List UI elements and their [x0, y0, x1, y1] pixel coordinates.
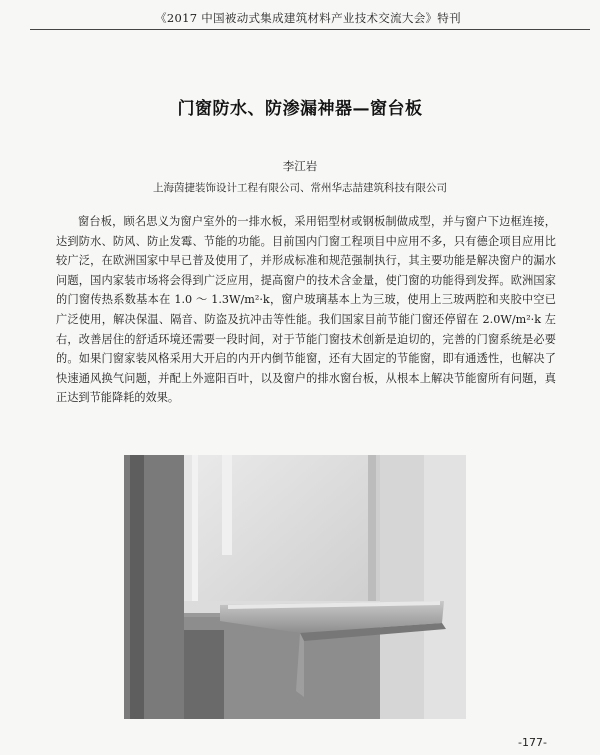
page-number: -177-	[518, 736, 547, 749]
author-name: 李江岩	[282, 159, 318, 173]
header-divider	[30, 29, 590, 30]
running-header: 《2017 中国被动式集成建筑材料产业技术交流大会》特刊	[155, 11, 461, 25]
author-affiliation: 上海茵捷装饰设计工程有限公司、常州华志喆建筑科技有限公司	[153, 182, 447, 194]
window-sill-photo	[124, 455, 466, 719]
article-title: 门窗防水、防渗漏神器—窗台板	[177, 99, 423, 119]
body-paragraph: 窗台板，顾名思义为窗户室外的一排水板，采用铝型材或钢板制做成型，并与窗户下边框连接，达到防水、防风、防止发霉、节能的功能。目前国内门窗工程项目中应用不多，只有德企项目应用比较广泛，在欧洲国家中早已普及使用了，并形成标准和规范强制执行，其主要功能是解决窗户的漏水问题，国内家装市场将会得到广泛应用，提高窗户的技术含金量，使门窗的功能得到发挥。欧洲国家的门窗传热系数基本在 1.0 ～ 1.3W/m²·k，窗户玻璃基本上为三玻，使用上三玻两腔和夹胶中空已广泛使用，解决保温、隔音、防盗及抗冲击等性能。我们国家目前节能门窗还停留在 2.0W/m²·k 左右，改善居住的舒适环境还需要一段时间，对于节能门窗技术创新是迫切的，完善的门窗系统是必要的。如果门窗家装风格采用大开启的内开内倒节能窗，还有大固定的节能窗，即有通透性，也解决了快速通风换气问题，并配上外遮阳百叶，以及窗户的排水窗台板，从根本上解决节能窗所有问题，真正达到节能降耗的效果。	[56, 215, 556, 405]
